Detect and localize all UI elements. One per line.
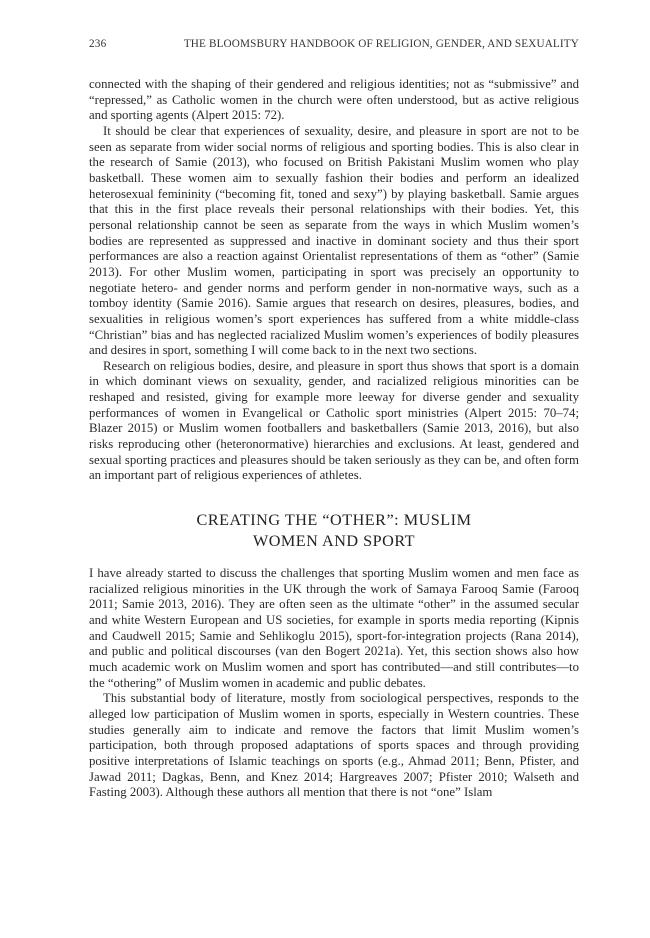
book-title: THE BLOOMSBURY HANDBOOK OF RELIGION, GENDER, AND SEXUALITY <box>183 38 579 50</box>
paragraph-literature: This substantial body of literature, mostly from sociological perspectives, responds to the alleged low participation of Muslim women in sports, especially in Western countries. These studies generally aim to indicate and remove the factors that limit Muslim women’s participation, both through proposed adaptations of sports spaces and through providing positive interpretations of Islamic teachings on sports (e.g., Ahmad 2011; Benn, Pfister, and Jawad 2011; Dagkas, Benn, and Knez 2014; Hargreaves 2007; Pfister 2010; Walseth and Fasting 2003). Although these authors all mention that there is not “one” Islam <box>89 691 579 800</box>
paragraph-samie-research: It should be clear that experiences of sexuality, desire, and pleasure in sport are not to be seen as separate from wider social norms of religious and sporting bodies. This is also clear in the research of Samie (2013), who focused on British Pakistani Muslim women who play basketball. These women aim to sexually fashion their bodies and perform an idealized heterosexual femininity (“becoming fit, toned and sexy”) by playing basketball. Samie argues that this in the first place reveals their personal relationships with their bodies. Yet, this personal relationship cannot be seen as separate from the ways in which Muslim women’s bodies are represented as suppressed and inactive in dominant society and thus their sport performances are also a reaction against Orientalist representations of them as “other” (Samie 2013). For other Muslim women, participating in sport was precisely an opportunity to negotiate hetero- and gender norms and perform gender in non-normative ways, such as a tomboy identity (Samie 2016). Samie argues that research on desires, pleasures, bodies, and sexualities in religious women’s sport experiences has suffered from a white middle-class “Christian” bias and has neglected racialized Muslim women’s experiences of bodily pleasures and desires in sport, something I will come back to in the next two sections. <box>89 123 579 358</box>
section-heading <box>89 510 579 551</box>
page-number: 236 <box>89 38 107 50</box>
paragraph-research-summary: Research on religious bodies, desire, and pleasure in sport thus shows that sport is a domain in which dominant views on sexuality, gender, and racialized religious minorities can be reshaped and resisted, giving for example more leeway for diverse gender and sexuality performances of women in Evangelical or Catholic sport ministries (Alpert 2015: 70–74; Blazer 2015) or Muslim women footballers and basketballers (Samie 2013, 2016), but also risks reproducing other (heteronormative) hierarchies and exclusions. At least, gendered and sexual sporting practices and pleasures should be taken seriously as they can be, and often form an important part of religious experiences of athletes. <box>89 358 579 483</box>
book-page <box>89 38 579 801</box>
section-heading-line-2: WOMEN AND SPORT <box>252 531 416 550</box>
paragraph-section-intro: I have already started to discuss the challenges that sporting Muslim women and men face as racialized religious minorities in the UK through the work of Samaya Farooq Samie (Farooq 2011; Samie 2013, 2016). They are often seen as the ultimate “other” in the assumed secular and white Western European and US societies, for example in sports media reporting (Kipnis and Caudwell 2015; Samie and Sehlikoglu 2015), sport-for-integration projects (Rana 2014), and public and political discourses (van den Bogert 2021a). Yet, this section shows also how much academic work on Muslim women and sport has contributed—and still contributes—to the “othering” of Muslim women in academic and public debates. <box>89 566 579 690</box>
section-heading-line-1: CREATING THE “OTHER”: MUSLIM <box>196 511 472 530</box>
running-head <box>89 38 579 50</box>
paragraph-continued: connected with the shaping of their gendered and religious identities; not as “submissive” and “repressed,” as Catholic women in the church were often understood, but as active religious and sporting agents (Alpert 2015: 72). <box>89 77 579 123</box>
